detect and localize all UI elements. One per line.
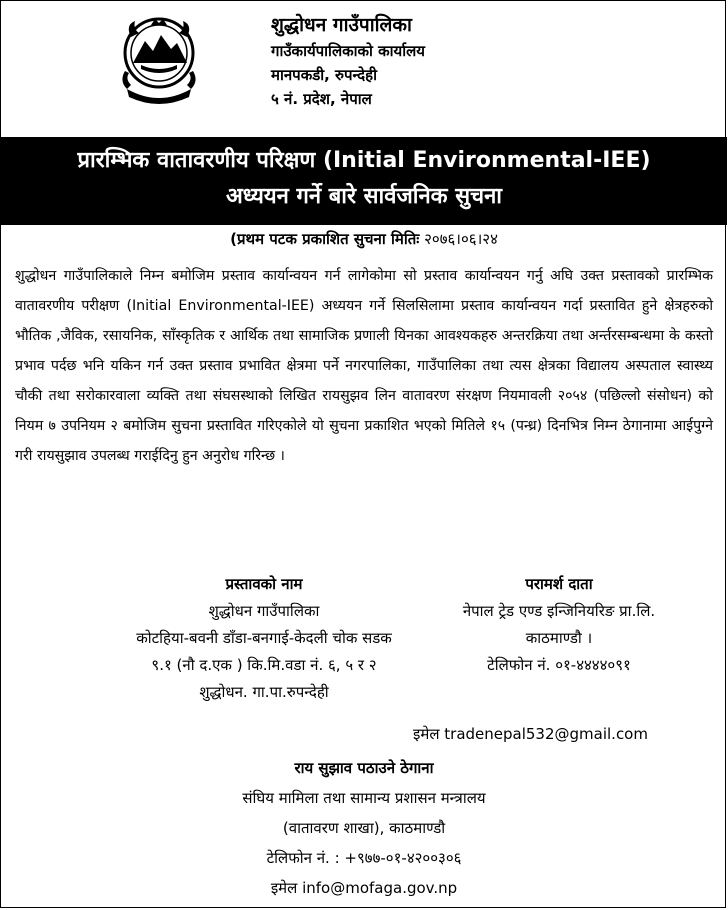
notice-body: शुद्धोधन गाउँपालिकाले निम्न बमोजिम प्रस्ताव कार्यान्वयन गर्न लागेकोमा सो प्रस्ताव कार्यान्वयन गर्नु अघि उक्त प्रस्तावको प्रारम्भिक वातावरणीय परीक्षण (Initial Environmental-IEE) अध्ययन गर्ने सिलसिलामा प्रस्ताव कार्यान्वयन गर्दा प्रस्तावित हुने क्षेत्रहरुको भौतिक ,जैविक, रसायनिक, साँस्कृतिक र आर्थिक तथा सामाजिक प्रणाली यिनका आवश्यकहरु अन्तरक्रिया तथा अर्न्तरसम्बन्धमा के कस्तो प्रभाव पर्दछ भनि यकिन गर्न उक्त प्रस्ताव प्रभावित क्षेत्रमा पर्ने नगरपालिका, गाउँपालिका तथा त्यस क्षेत्रका विद्यालय अस्पताल स्वास्थ्य चौकी तथा सरोकारवाला व्यक्ति तथा संघसस्थाको लिखित रायसुझव लिन वातावरण संरक्षण नियमावली २०५४ (पछिल्लो संसोधन) को नियम ७ उपनियम २ बमोजिम सुचना प्रस्तावित गरिएकोले यो सुचना प्रकाशित भएको मितिले १५ (पन्ध्र) दिनभित्र निम्न ठेगानामा आईपुग्ने गरी रायसुझाव उपलब्ध गराईदिनु हुन अनुरोध गरिन्छ ।: [15, 268, 713, 464]
consultant-heading: परामर्श दाता: [525, 575, 593, 593]
office-header: [271, 11, 471, 111]
org-name: शुद्धोधन गाउँपालिका: [271, 14, 412, 36]
publication-date: [1, 227, 727, 251]
proponent-heading: प्रस्तावको नाम: [225, 575, 303, 593]
proponent-line: शुद्धोधन गाउँपालिका: [208, 602, 320, 620]
proponent-block: [119, 571, 409, 706]
notice-title-line1: प्रारम्भिक वातावरणीय परिक्षण (Initial Environmental-IEE): [77, 148, 651, 173]
consultant-line: टेलिफोन नं. ०१-४४४४०९१: [487, 656, 631, 674]
proponent-line: ९.१ (नौ द.एक ) कि.मि.वडा नं. ६, ५ र २: [151, 656, 377, 674]
consultant-line: काठमाण्डौ ।: [525, 629, 593, 647]
feedback-address-line: टेलिफोन नं. : +९७७-०१-४२००३०६: [266, 849, 462, 867]
office-province: ५ नं. प्रदेश, नेपाल: [271, 90, 372, 108]
feedback-address-line: संघिय मामिला तथा सामान्य प्रशासन मन्त्रालय: [242, 789, 486, 807]
notice-title-banner: [1, 137, 727, 225]
consultant-block: [409, 571, 709, 679]
consultant-line: नेपाल ट्रेड एण्ड इन्जिनियरिङ प्रा.लि.: [462, 602, 656, 620]
office-location: मानपकडी, रुपन्देही: [271, 66, 377, 84]
nepal-government-emblem-icon: [111, 11, 207, 111]
feedback-address-line: (वातावरण शाखा), काठमाण्डौ: [282, 819, 446, 837]
office-name: गाउँकार्यपालिकाको कार्यालय: [271, 42, 426, 60]
notice-title-line2: अध्ययन गर्ने बारे सार्वजनिक सुचना: [226, 184, 502, 209]
feedback-address-email: इमेल info@mofaga.gov.np: [270, 879, 458, 897]
proponent-line: शुद्धोधन. गा.पा.रुपन्देही: [199, 683, 329, 701]
publication-date-label: (प्रथम पटक प्रकाशित सुचना मितिः: [230, 230, 420, 248]
feedback-address-heading: राय सुझाव पठाउने ठेगाना: [294, 759, 434, 777]
publication-date-value: २०७६।०६।२४: [424, 230, 498, 248]
proponent-line: कोटहिया-बवनी डाँडा-बनगाई-केदली चोक सडक: [136, 629, 392, 647]
consultant-email: इमेल tradenepal532@gmail.com: [413, 725, 648, 743]
feedback-address-block: [1, 753, 727, 903]
